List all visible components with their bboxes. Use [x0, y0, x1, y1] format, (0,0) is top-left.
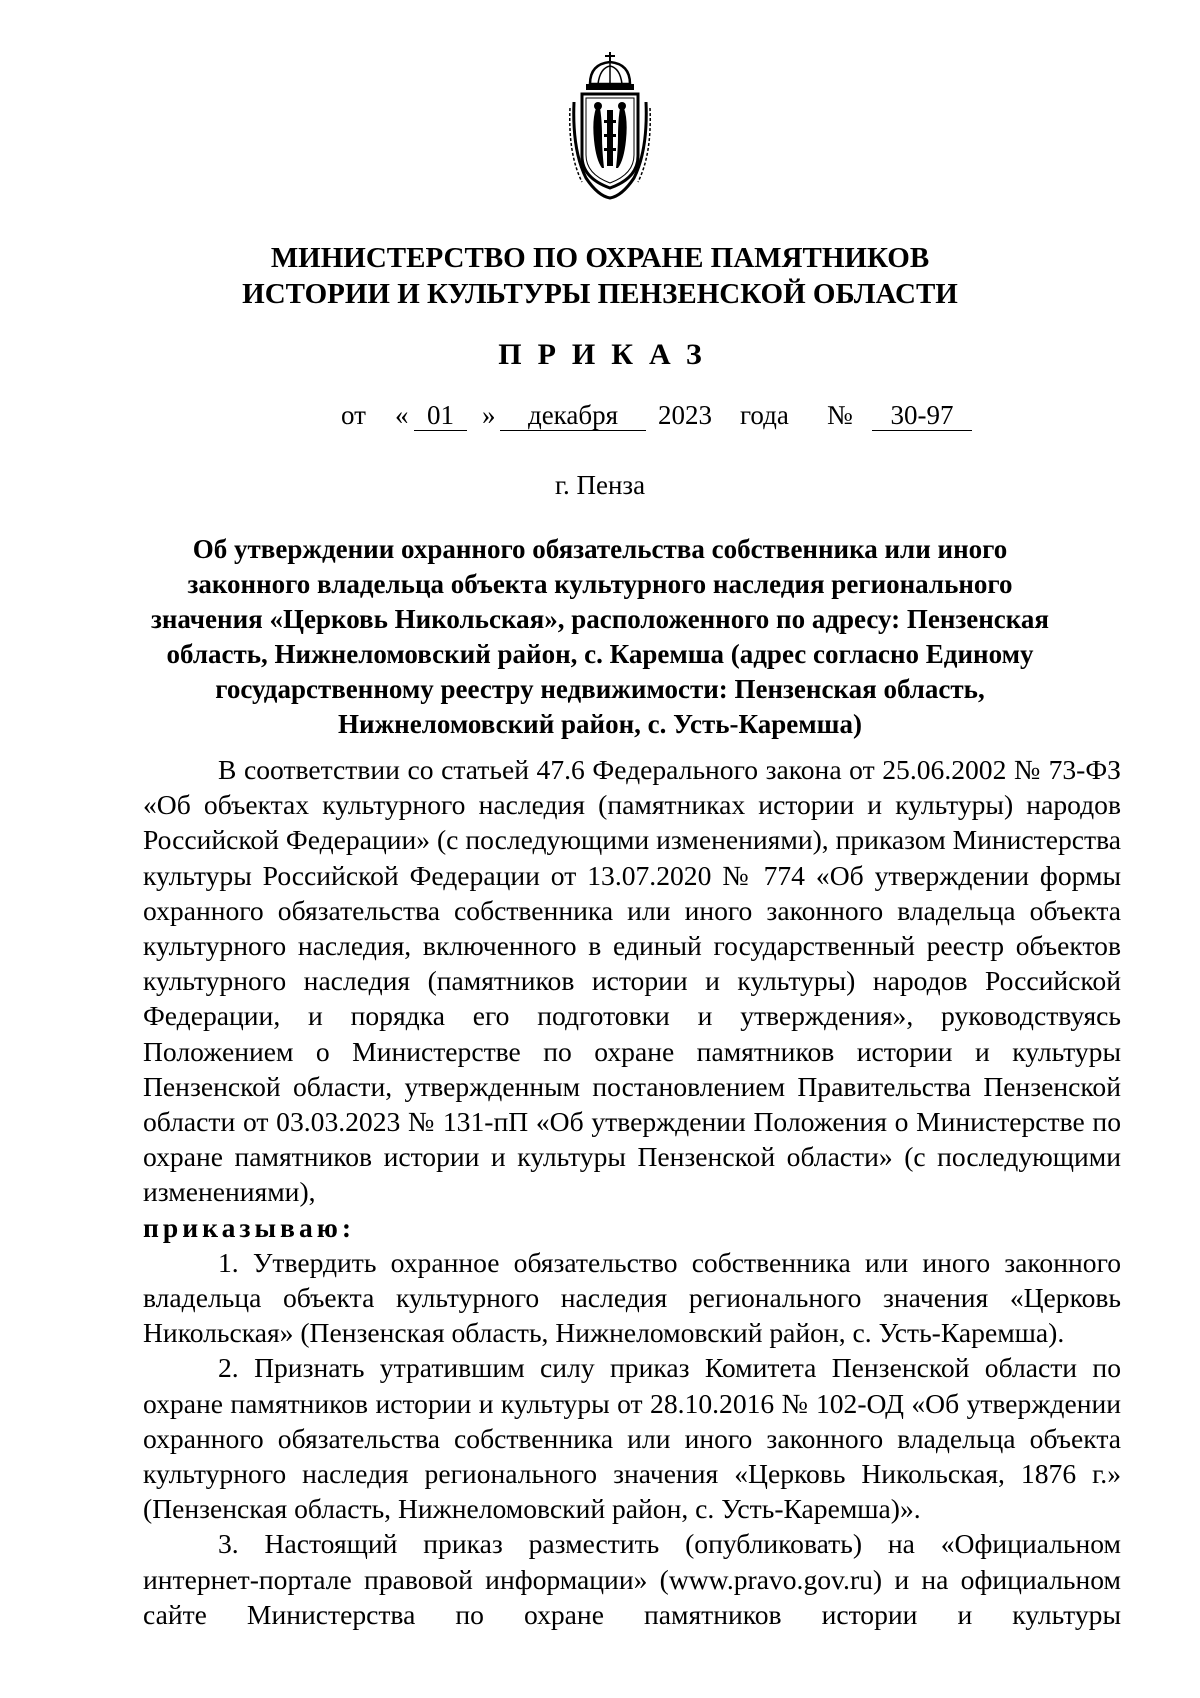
document-type: ПРИКАЗ	[498, 338, 718, 371]
order-item-1: 1. Утвердить охранное обязательство собственника или иного законного владельца объекта культурного наследия регионального значения «Церковь Никольская» (Пензенская область, Нижнеломовский район, с. Усть-Каремша).	[143, 1246, 1121, 1349]
document-body	[143, 752, 1121, 1632]
dateline-from: от	[341, 400, 366, 430]
order-item-3: 3. Настоящий приказ разместить (опубликовать) на «Официальном интернет-портале правовой информации» (www.pravo.gov.ru) и на официальном сайте Министерства по охране памятников истории и культуры	[143, 1528, 1121, 1630]
preamble-paragraph: В соответствии со статьей 47.6 Федерального закона от 25.06.2002 № 73-ФЗ «Об объектах культурного наследия (памятниках истории и культуры) народов Российской Федерации» (с последующими изменениями), приказом Министерства культуры Российской Федерации от 13.07.2020 № 774 «Об утверждении формы охранного обязательства собственника или иного законного владельца объекта культурного наследия, включенного в единый государственный реестр объектов культурного наследия (памятников истории и культуры) народов Российской Федерации, и порядка его подготовки и утверждения», руководствуясь Положением о Министерстве по охране памятников истории и культуры Пензенской области, утвержденным постановлением Правительства Пензенской области от 03.03.2023 № 131-пП «Об утверждении Положения о Министерстве по охране памятников истории и культуры Пензенской области» (с последующими изменениями),	[143, 754, 1121, 1208]
title-line: Нижнеломовский район, с. Усть-Каремша)	[338, 709, 862, 739]
organization-line-2: ИСТОРИИ И КУЛЬТУРЫ ПЕНЗЕНСКОЙ ОБЛАСТИ	[242, 278, 958, 310]
city: г. Пенза	[554, 470, 646, 500]
organization-name	[150, 240, 1050, 312]
dateline	[0, 400, 1200, 440]
dateline-year-word: года	[740, 400, 789, 430]
coat-of-arms-icon	[568, 50, 652, 200]
dateline-quote-close: »	[482, 400, 496, 430]
title-line: государственному реестру недвижимости: Пензенская область,	[215, 674, 985, 704]
dateline-number-sign: №	[827, 400, 853, 430]
dateline-month: декабря	[500, 400, 646, 431]
order-word: приказываю:	[143, 1211, 356, 1243]
order-item-2: 2. Признать утратившим силу приказ Комитета Пензенской области по охране памятников истории и культуры от 28.10.2016 № 102-ОД «Об утверждении охранного обязательства собственника или иного законного владельца объекта культурного наследия регионального значения «Церковь Никольская, 1876 г.» (Пензенская область, Нижнеломовский район, с. Усть-Каремша)».	[143, 1352, 1121, 1525]
title-line: законного владельца объекта культурного наследия регионального	[187, 569, 1013, 599]
dateline-day: 01	[414, 400, 467, 431]
dateline-quote-open: «	[395, 400, 409, 430]
title-line: Об утверждении охранного обязательства собственника или иного	[192, 534, 1008, 564]
dateline-number: 30-97	[872, 400, 972, 431]
dateline-year: 2023	[658, 400, 712, 430]
title-line: значения «Церковь Никольская», расположенного по адресу: Пензенская	[150, 604, 1050, 634]
title-line: область, Нижнеломовский район, с. Каремша (адрес согласно Единому	[166, 639, 1034, 669]
organization-line-1: МИНИСТЕРСТВО ПО ОХРАНЕ ПАМЯТНИКОВ	[270, 242, 930, 274]
document-title	[150, 532, 1050, 742]
